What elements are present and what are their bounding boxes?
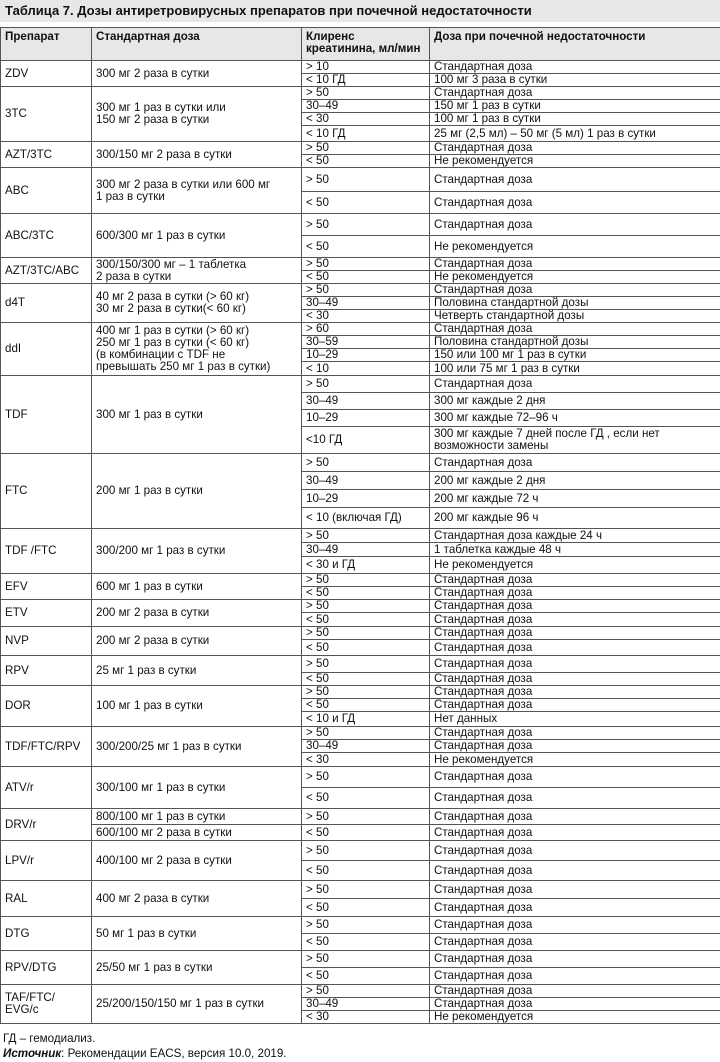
header-std-dose: Стандартная доза	[92, 28, 302, 61]
table-row	[1, 686, 720, 699]
drug-name: ddI	[1, 323, 92, 376]
table-row	[1, 454, 720, 472]
source-text: : Рекомендации EACS, версия 10.0, 2019.	[61, 1047, 287, 1060]
renal-dose: Не рекомендуется	[430, 236, 720, 258]
table-row	[1, 258, 720, 271]
creatinine-clearance: < 30	[302, 310, 430, 323]
creatinine-clearance: < 10 и ГД	[302, 712, 430, 727]
creatinine-clearance: 10–29	[302, 490, 430, 508]
creatinine-clearance: 30–49	[302, 998, 430, 1011]
creatinine-clearance: < 30 и ГД	[302, 557, 430, 574]
standard-dose-alt: 600/100 мг 2 раза в сутки	[92, 825, 302, 841]
creatinine-clearance: 30–49	[302, 740, 430, 753]
renal-dose: Стандартная доза	[430, 788, 720, 809]
creatinine-clearance: > 50	[302, 529, 430, 543]
table-row	[1, 627, 720, 640]
creatinine-clearance: < 50	[302, 788, 430, 809]
drug-name: ZDV	[1, 61, 92, 87]
creatinine-clearance: < 10 ГД	[302, 74, 430, 87]
standard-dose: 25/50 мг 1 раз в сутки	[92, 951, 302, 985]
table-row	[1, 87, 720, 100]
creatinine-clearance: < 10 ГД	[302, 126, 430, 142]
standard-dose: 100 мг 1 раз в сутки	[92, 686, 302, 727]
renal-dose: Стандартная доза	[430, 600, 720, 613]
standard-dose: 800/100 мг 1 раз в сутки	[92, 809, 302, 825]
renal-dose: 200 мг каждые 72 ч	[430, 490, 720, 508]
creatinine-clearance: > 50	[302, 881, 430, 899]
source-line	[3, 1046, 287, 1061]
header-clearance: Клиренс креатинина, мл/мин	[302, 28, 430, 61]
renal-dose: 1 таблетка каждые 48 ч	[430, 543, 720, 557]
table-row	[1, 951, 720, 968]
standard-dose: 40 мг 2 раза в сутки (> 60 кг) 30 мг 2 раза в сутки(< 60 кг)	[92, 284, 302, 323]
renal-dose: Половина стандартной дозы	[430, 297, 720, 310]
dosage-table	[0, 27, 720, 1024]
drug-name: AZT/3TC/ABC	[1, 258, 92, 284]
drug-name: RAL	[1, 881, 92, 917]
renal-dose: Стандартная доза	[430, 985, 720, 998]
standard-dose: 300 мг 1 раз в сутки	[92, 376, 302, 454]
standard-dose: 300/150 мг 2 раза в сутки	[92, 142, 302, 168]
renal-dose: Стандартная доза	[430, 998, 720, 1011]
renal-dose: Стандартная доза	[430, 258, 720, 271]
table-row	[1, 600, 720, 613]
table-row	[1, 767, 720, 788]
table-row	[1, 881, 720, 899]
standard-dose: 600/300 мг 1 раз в сутки	[92, 214, 302, 258]
renal-dose: Стандартная доза	[430, 214, 720, 236]
creatinine-clearance: < 50	[302, 861, 430, 881]
renal-dose: 100 или 75 мг 1 раз в сутки	[430, 362, 720, 376]
table-row	[1, 529, 720, 543]
renal-dose: Стандартная доза	[430, 574, 720, 587]
renal-dose: Стандартная доза	[430, 899, 720, 917]
creatinine-clearance: < 50	[302, 673, 430, 686]
footer	[3, 1031, 287, 1061]
standard-dose: 300/100 мг 1 раз в сутки	[92, 767, 302, 809]
renal-dose: 300 мг каждые 7 дней после ГД , если нет возможности замены	[430, 427, 720, 454]
creatinine-clearance: 10–29	[302, 349, 430, 362]
renal-dose: Стандартная доза	[430, 376, 720, 393]
creatinine-clearance: < 10	[302, 362, 430, 376]
renal-dose: Стандартная доза	[430, 951, 720, 968]
renal-dose: Стандартная доза	[430, 767, 720, 788]
renal-dose: Стандартная доза	[430, 587, 720, 600]
table-row	[1, 809, 720, 825]
creatinine-clearance: > 10	[302, 61, 430, 74]
table-row	[1, 284, 720, 297]
drug-name: TDF /FTC	[1, 529, 92, 574]
drug-name: EFV	[1, 574, 92, 600]
table-row	[1, 727, 720, 740]
drug-name: ETV	[1, 600, 92, 627]
standard-dose: 50 мг 1 раз в сутки	[92, 917, 302, 951]
renal-dose: Стандартная доза	[430, 87, 720, 100]
creatinine-clearance: > 50	[302, 686, 430, 699]
renal-dose: Стандартная доза каждые 24 ч	[430, 529, 720, 543]
creatinine-clearance: < 10 (включая ГД)	[302, 508, 430, 529]
creatinine-clearance: < 50	[302, 968, 430, 985]
table-row	[1, 323, 720, 336]
drug-name: TDF	[1, 376, 92, 454]
creatinine-clearance: > 50	[302, 985, 430, 998]
creatinine-clearance: < 50	[302, 236, 430, 258]
footnote-abbreviation: ГД – гемодиализ.	[3, 1032, 96, 1045]
drug-name: DRV/r	[1, 809, 92, 841]
table-row	[1, 142, 720, 155]
renal-dose: Стандартная доза	[430, 934, 720, 951]
creatinine-clearance: > 50	[302, 627, 430, 640]
renal-dose: Стандартная доза	[430, 917, 720, 934]
table-row	[1, 168, 720, 192]
creatinine-clearance: > 50	[302, 574, 430, 587]
creatinine-clearance: < 50	[302, 613, 430, 627]
creatinine-clearance: 30–59	[302, 336, 430, 349]
renal-dose: 200 мг каждые 2 дня	[430, 472, 720, 490]
creatinine-clearance: > 50	[302, 284, 430, 297]
creatinine-clearance: 30–49	[302, 393, 430, 410]
creatinine-clearance: > 50	[302, 767, 430, 788]
creatinine-clearance: < 30	[302, 753, 430, 767]
drug-name: ABC	[1, 168, 92, 214]
drug-name: TAF/FTC/ EVG/c	[1, 985, 92, 1024]
standard-dose: 25 мг 1 раз в сутки	[92, 656, 302, 686]
renal-dose: Четверть стандартной дозы	[430, 310, 720, 323]
creatinine-clearance: <10 ГД	[302, 427, 430, 454]
renal-dose: Стандартная доза	[430, 613, 720, 627]
creatinine-clearance: 30–49	[302, 297, 430, 310]
table-row	[1, 214, 720, 236]
standard-dose: 200 мг 2 раза в сутки	[92, 600, 302, 627]
creatinine-clearance: > 50	[302, 168, 430, 192]
drug-name: d4T	[1, 284, 92, 323]
renal-dose: Стандартная доза	[430, 825, 720, 841]
renal-dose: Стандартная доза	[430, 861, 720, 881]
renal-dose: 300 мг каждые 72–96 ч	[430, 410, 720, 427]
renal-dose: Стандартная доза	[430, 673, 720, 686]
creatinine-clearance: 30–49	[302, 100, 430, 113]
renal-dose: Стандартная доза	[430, 656, 720, 673]
header-renal-dose: Доза при почечной недостаточности	[430, 28, 720, 61]
drug-name: TDF/FTC/RPV	[1, 727, 92, 767]
creatinine-clearance: < 30	[302, 113, 430, 126]
renal-dose: Стандартная доза	[430, 168, 720, 192]
renal-dose: Половина стандартной дозы	[430, 336, 720, 349]
renal-dose: Не рекомендуется	[430, 155, 720, 168]
standard-dose: 400 мг 1 раз в сутки (> 60 кг) 250 мг 1 раз в сутки (< 60 кг) (в комбинации с TDF не превышать 250 мг 1 раз в сутки)	[92, 323, 302, 376]
drug-name: FTC	[1, 454, 92, 529]
standard-dose: 300 мг 2 раза в сутки или 600 мг 1 раз в сутки	[92, 168, 302, 214]
creatinine-clearance: > 50	[302, 841, 430, 861]
standard-dose: 200 мг 2 раза в сутки	[92, 627, 302, 656]
renal-dose: Стандартная доза	[430, 881, 720, 899]
standard-dose: 300/200/25 мг 1 раз в сутки	[92, 727, 302, 767]
standard-dose: 200 мг 1 раз в сутки	[92, 454, 302, 529]
table-row	[1, 917, 720, 934]
standard-dose: 300 мг 2 раза в сутки	[92, 61, 302, 87]
renal-dose: Стандартная доза	[430, 61, 720, 74]
creatinine-clearance: < 50	[302, 934, 430, 951]
renal-dose: Стандартная доза	[430, 699, 720, 712]
renal-dose: Стандартная доза	[430, 142, 720, 155]
standard-dose: 300/200 мг 1 раз в сутки	[92, 529, 302, 574]
renal-dose: 100 мг 1 раз в сутки	[430, 113, 720, 126]
renal-dose: Стандартная доза	[430, 640, 720, 656]
renal-dose: Стандартная доза	[430, 627, 720, 640]
creatinine-clearance: > 50	[302, 727, 430, 740]
table-row	[1, 61, 720, 74]
table-row	[1, 985, 720, 998]
creatinine-clearance: < 50	[302, 699, 430, 712]
creatinine-clearance: > 50	[302, 600, 430, 613]
renal-dose: Не рекомендуется	[430, 753, 720, 767]
creatinine-clearance: < 50	[302, 155, 430, 168]
creatinine-clearance: > 50	[302, 214, 430, 236]
table-row	[1, 656, 720, 673]
renal-dose: 150 или 100 мг 1 раз в сутки	[430, 349, 720, 362]
drug-name: LPV/r	[1, 841, 92, 881]
creatinine-clearance: < 50	[302, 271, 430, 284]
renal-dose: Нет данных	[430, 712, 720, 727]
standard-dose: 600 мг 1 раз в сутки	[92, 574, 302, 600]
creatinine-clearance: > 50	[302, 87, 430, 100]
renal-dose: Стандартная доза	[430, 740, 720, 753]
table-row	[1, 574, 720, 587]
renal-dose: Стандартная доза	[430, 323, 720, 336]
renal-dose: 200 мг каждые 96 ч	[430, 508, 720, 529]
creatinine-clearance: > 50	[302, 454, 430, 472]
creatinine-clearance: > 50	[302, 951, 430, 968]
renal-dose: Стандартная доза	[430, 841, 720, 861]
standard-dose: 400 мг 2 раза в сутки	[92, 881, 302, 917]
standard-dose: 25/200/150/150 мг 1 раз в сутки	[92, 985, 302, 1024]
creatinine-clearance: > 50	[302, 656, 430, 673]
renal-dose: Стандартная доза	[430, 727, 720, 740]
renal-dose: 150 мг 1 раз в сутки	[430, 100, 720, 113]
creatinine-clearance: > 50	[302, 258, 430, 271]
drug-name: DTG	[1, 917, 92, 951]
table-row	[1, 825, 720, 841]
renal-dose: 300 мг каждые 2 дня	[430, 393, 720, 410]
renal-dose: Стандартная доза	[430, 284, 720, 297]
drug-name: ABC/3TC	[1, 214, 92, 258]
creatinine-clearance: < 50	[302, 899, 430, 917]
creatinine-clearance: > 50	[302, 809, 430, 825]
creatinine-clearance: 10–29	[302, 410, 430, 427]
renal-dose: Стандартная доза	[430, 686, 720, 699]
creatinine-clearance: < 50	[302, 192, 430, 214]
creatinine-clearance: > 50	[302, 142, 430, 155]
header-row	[1, 28, 720, 61]
renal-dose: Стандартная доза	[430, 192, 720, 214]
drug-name: NVP	[1, 627, 92, 656]
drug-name: DOR	[1, 686, 92, 727]
drug-name: RPV	[1, 656, 92, 686]
creatinine-clearance: < 50	[302, 587, 430, 600]
renal-dose: Не рекомендуется	[430, 557, 720, 574]
standard-dose: 300 мг 1 раз в сутки или 150 мг 2 раза в сутки	[92, 87, 302, 142]
table-title: Таблица 7. Дозы антиретровирусных препаратов при почечной недостаточности	[0, 0, 720, 22]
standard-dose: 300/150/300 мг – 1 таблетка 2 раза в сутки	[92, 258, 302, 284]
creatinine-clearance: > 50	[302, 917, 430, 934]
renal-dose: 100 мг 3 раза в сутки	[430, 74, 720, 87]
drug-name: RPV/DTG	[1, 951, 92, 985]
source-label: Источник	[3, 1047, 62, 1060]
renal-dose: Стандартная доза	[430, 809, 720, 825]
drug-name: 3TC	[1, 87, 92, 142]
creatinine-clearance: 30–49	[302, 472, 430, 490]
table-row	[1, 376, 720, 393]
drug-name: AZT/3TC	[1, 142, 92, 168]
standard-dose: 400/100 мг 2 раза в сутки	[92, 841, 302, 881]
renal-dose: Не рекомендуется	[430, 271, 720, 284]
creatinine-clearance: 30–49	[302, 543, 430, 557]
creatinine-clearance: > 60	[302, 323, 430, 336]
renal-dose: Стандартная доза	[430, 454, 720, 472]
creatinine-clearance: > 50	[302, 376, 430, 393]
renal-dose: Не рекомендуется	[430, 1011, 720, 1024]
renal-dose: 25 мг (2,5 мл) – 50 мг (5 мл) 1 раз в сутки	[430, 126, 720, 142]
creatinine-clearance: < 50	[302, 825, 430, 841]
drug-name: ATV/r	[1, 767, 92, 809]
creatinine-clearance: < 30	[302, 1011, 430, 1024]
header-drug: Препарат	[1, 28, 92, 61]
renal-dose: Стандартная доза	[430, 968, 720, 985]
creatinine-clearance: < 50	[302, 640, 430, 656]
table-row	[1, 841, 720, 861]
